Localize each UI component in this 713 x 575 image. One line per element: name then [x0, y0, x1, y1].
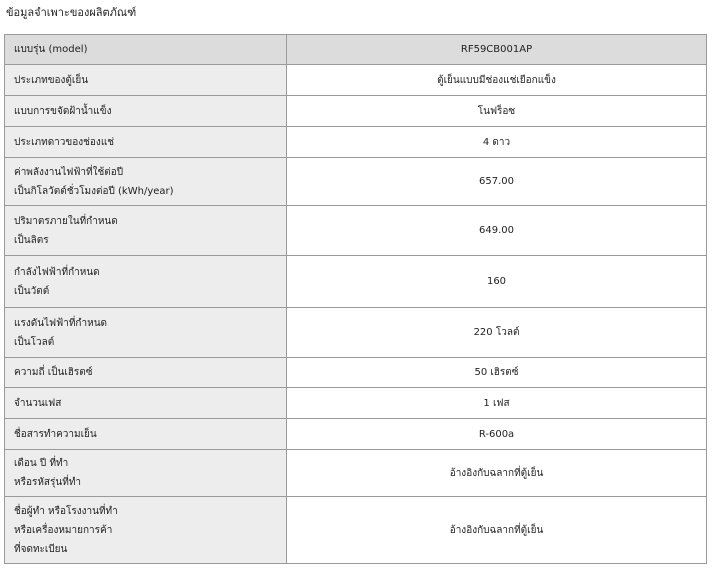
row-label: ค่าพลังงานไฟฟ้าที่ใช้ต่อปี เป็นกิโลวัตต์ชั่วโมงต่อปี (kWh/year): [5, 158, 287, 206]
row-label: เดือน ปี ที่ทำ หรือรหัสรุ่นที่ทำ: [5, 450, 287, 497]
row-label: ชื่อสารทำความเย็น: [5, 419, 287, 450]
table-row: [5, 96, 707, 127]
row-label: ประเภทของตู้เย็น: [5, 65, 287, 96]
table-row: [5, 65, 707, 96]
table-row: [5, 358, 707, 388]
row-value: 649.00: [287, 206, 707, 256]
row-value: 160: [287, 256, 707, 308]
row-label: ความถี่ เป็นเฮิรตซ์: [5, 358, 287, 388]
table-row: [5, 497, 707, 564]
row-value: R-600a: [287, 419, 707, 450]
row-value: อ้างอิงกับฉลากที่ตู้เย็น: [287, 450, 707, 497]
row-value: 1 เฟส: [287, 388, 707, 419]
row-label: แรงดันไฟฟ้าที่กำหนด เป็นโวลต์: [5, 308, 287, 358]
table-header-row: [5, 35, 707, 65]
row-label: ปริมาตรภายในที่กำหนด เป็นลิตร: [5, 206, 287, 256]
row-value: 4 ดาว: [287, 127, 707, 158]
row-value: ตู้เย็นแบบมีช่องแช่เยือกแข็ง: [287, 65, 707, 96]
row-label: จำนวนเฟส: [5, 388, 287, 419]
table-row: [5, 450, 707, 497]
table-row: [5, 206, 707, 256]
model-label: แบบรุ่น (model): [5, 35, 287, 65]
table-row: [5, 256, 707, 308]
row-value: โนฟร็อซ: [287, 96, 707, 127]
row-label: ประเภทดาวของช่องแช่: [5, 127, 287, 158]
table-row: [5, 419, 707, 450]
row-label: กำลังไฟฟ้าที่กำหนด เป็นวัตต์: [5, 256, 287, 308]
spec-table: [4, 34, 707, 564]
model-value: RF59CB001AP: [287, 35, 707, 65]
row-value: อ้างอิงกับฉลากที่ตู้เย็น: [287, 497, 707, 564]
row-value: 50 เฮิรตซ์: [287, 358, 707, 388]
table-row: [5, 158, 707, 206]
row-value: 657.00: [287, 158, 707, 206]
document-title: ข้อมูลจำเพาะของผลิตภัณฑ์: [6, 6, 137, 19]
row-label: แบบการขจัดฝ้าน้ำแข็ง: [5, 96, 287, 127]
row-value: 220 โวลต์: [287, 308, 707, 358]
table-row: [5, 308, 707, 358]
table-row: [5, 127, 707, 158]
row-label: ชื่อผู้ทำ หรือโรงงานที่ทำ หรือเครื่องหมายการค้า ที่จดทะเบียน: [5, 497, 287, 564]
table-row: [5, 388, 707, 419]
